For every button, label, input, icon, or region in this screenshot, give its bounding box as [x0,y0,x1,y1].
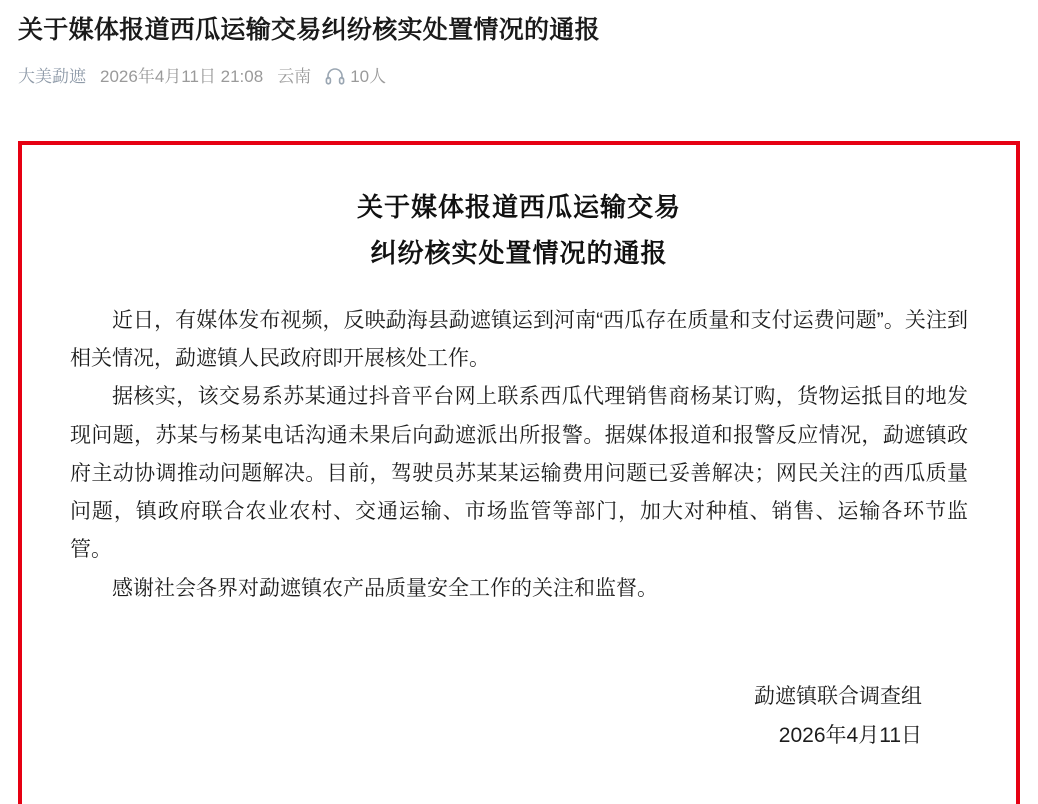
page-title: 关于媒体报道西瓜运输交易纠纷核实处置情况的通报 [18,16,600,44]
meta-timestamp: 2026年4月11日 21:08 [100,67,264,87]
notice-document [18,141,1020,804]
signature-organization: 勐遮镇联合调查组 [754,684,922,708]
article-header [0,0,1038,88]
listen-button[interactable] [325,62,386,87]
signature-date: 2026年4月11日 [778,723,922,747]
meta-region: 云南 [277,67,312,87]
notice-paragraph: 据核实，该交易系苏某通过抖音平台网上联系西瓜代理销售商杨某订购，货物运抵目的地发现问题，苏某与杨某电话沟通未果后向勐遮派出所报警。据媒体报道和报警反应情况，勐遮镇政府主动协调推动问题解决。目前，驾驶员苏某某运输费用问题已妥善解决；网民关注的西瓜质量问题，镇政府联合农业农村、交通运输、市场监管等部门，加大对种植、销售、运输各环节监管。 [70,385,968,562]
meta-source[interactable]: 大美勐遮 [18,67,86,87]
headphone-icon [325,67,345,85]
notice-title [70,185,968,276]
listen-count: 10人 [350,67,387,87]
notice-paragraph: 感谢社会各界对勐遮镇农产品质量安全工作的关注和监督。 [112,576,658,600]
notice-signature-block [70,678,968,756]
article-meta [18,62,1020,88]
notice-title-line-2: 纠纷核实处置情况的通报 [370,237,668,268]
notice-body [70,302,968,608]
notice-title-line-1: 关于媒体报道西瓜运输交易 [356,192,681,222]
notice-paragraph: 近日，有媒体发布视频，反映勐海县勐遮镇运到河南“西瓜存在质量和支付运费问题”。关注到相关情况，勐遮镇人民政府即开展核处工作。 [70,309,968,371]
